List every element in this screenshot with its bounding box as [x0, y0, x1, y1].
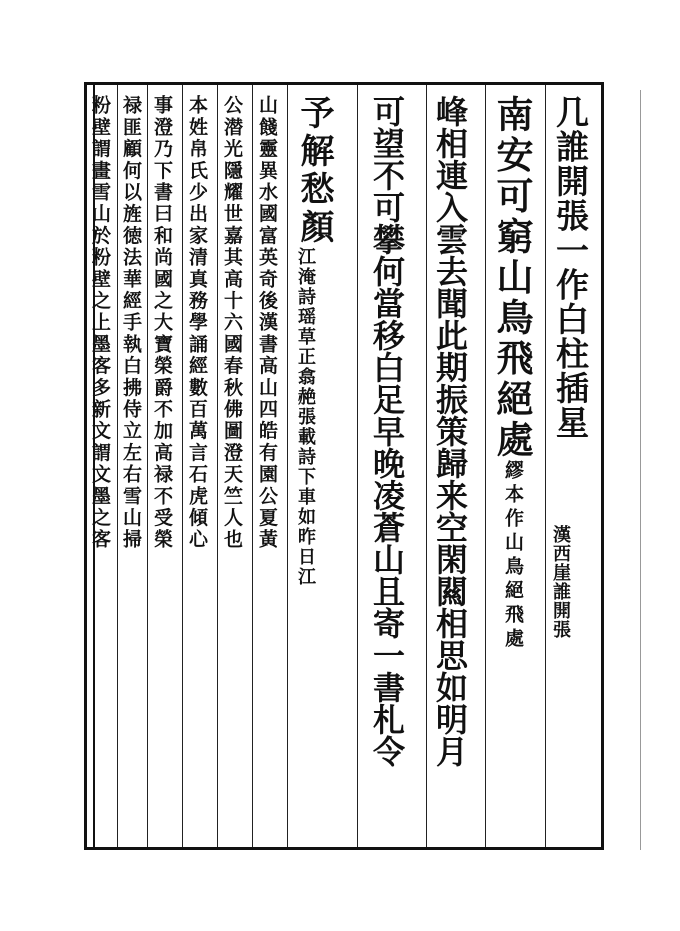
note-column-1	[255, 95, 285, 551]
note-column-4	[150, 95, 180, 551]
annotation-pair	[502, 460, 532, 652]
annotation-text: 漢西崖誰開張	[550, 525, 571, 639]
text-column-4	[363, 95, 425, 767]
text-frame	[84, 82, 604, 850]
main-text: 南安可窮山鳥飛絕處	[490, 95, 534, 461]
note-column-6	[89, 95, 117, 551]
annotation-text: 繆本作山鳥絕飛處	[502, 460, 524, 653]
text-column-5	[291, 95, 357, 587]
annotation-text: 粉壁謂畫雪山於粉壁之上墨客多新文謂文墨之客	[89, 95, 111, 551]
annotation-text: 公潜光隱耀世嘉其高十六國春秋佛圖澄天竺人也	[221, 95, 243, 551]
column-rule	[217, 85, 218, 847]
column-rule	[357, 85, 358, 847]
column-rule	[252, 85, 253, 847]
note-column-2	[220, 95, 250, 551]
note-column-3	[185, 95, 215, 551]
column-rule	[485, 85, 486, 847]
main-text: 几誰開張一作白柱插星	[551, 95, 590, 440]
annotation-text: 本姓帛氏少出家清真務學誦經數百萬言石虎傾心	[186, 95, 208, 551]
page-edge	[640, 90, 641, 850]
annotation-text: 事澄乃下書曰和尚國之大寶榮爵不加高禄不受榮	[151, 95, 173, 551]
note-column-5	[120, 95, 148, 551]
column-rule	[545, 85, 546, 847]
main-text: 予解愁顏	[294, 95, 334, 247]
column-rule	[426, 85, 427, 847]
annotation-text: 江淹詩瑶草正翕赩張載詩下車如昨日江	[295, 247, 316, 587]
column-rule	[182, 85, 183, 847]
text-column-1-lower	[549, 525, 601, 639]
text-column-3	[430, 95, 484, 767]
annotation-text: 山餞靈異水國富英奇後漢書高山四皓有園公夏黃	[256, 95, 278, 551]
text-column-1	[549, 95, 601, 440]
main-text: 可望不可攀何當移白足早晚凌蒼山且寄一書札令	[368, 95, 406, 767]
column-rule	[287, 85, 288, 847]
annotation-text: 禄匪顧何以旌徳法華經手執白拂侍立左右雪山掃	[120, 95, 142, 551]
text-column-2	[489, 95, 545, 652]
main-text: 峰相連入雲去聞此期振策歸来空閑闗相思如明月	[431, 95, 469, 767]
